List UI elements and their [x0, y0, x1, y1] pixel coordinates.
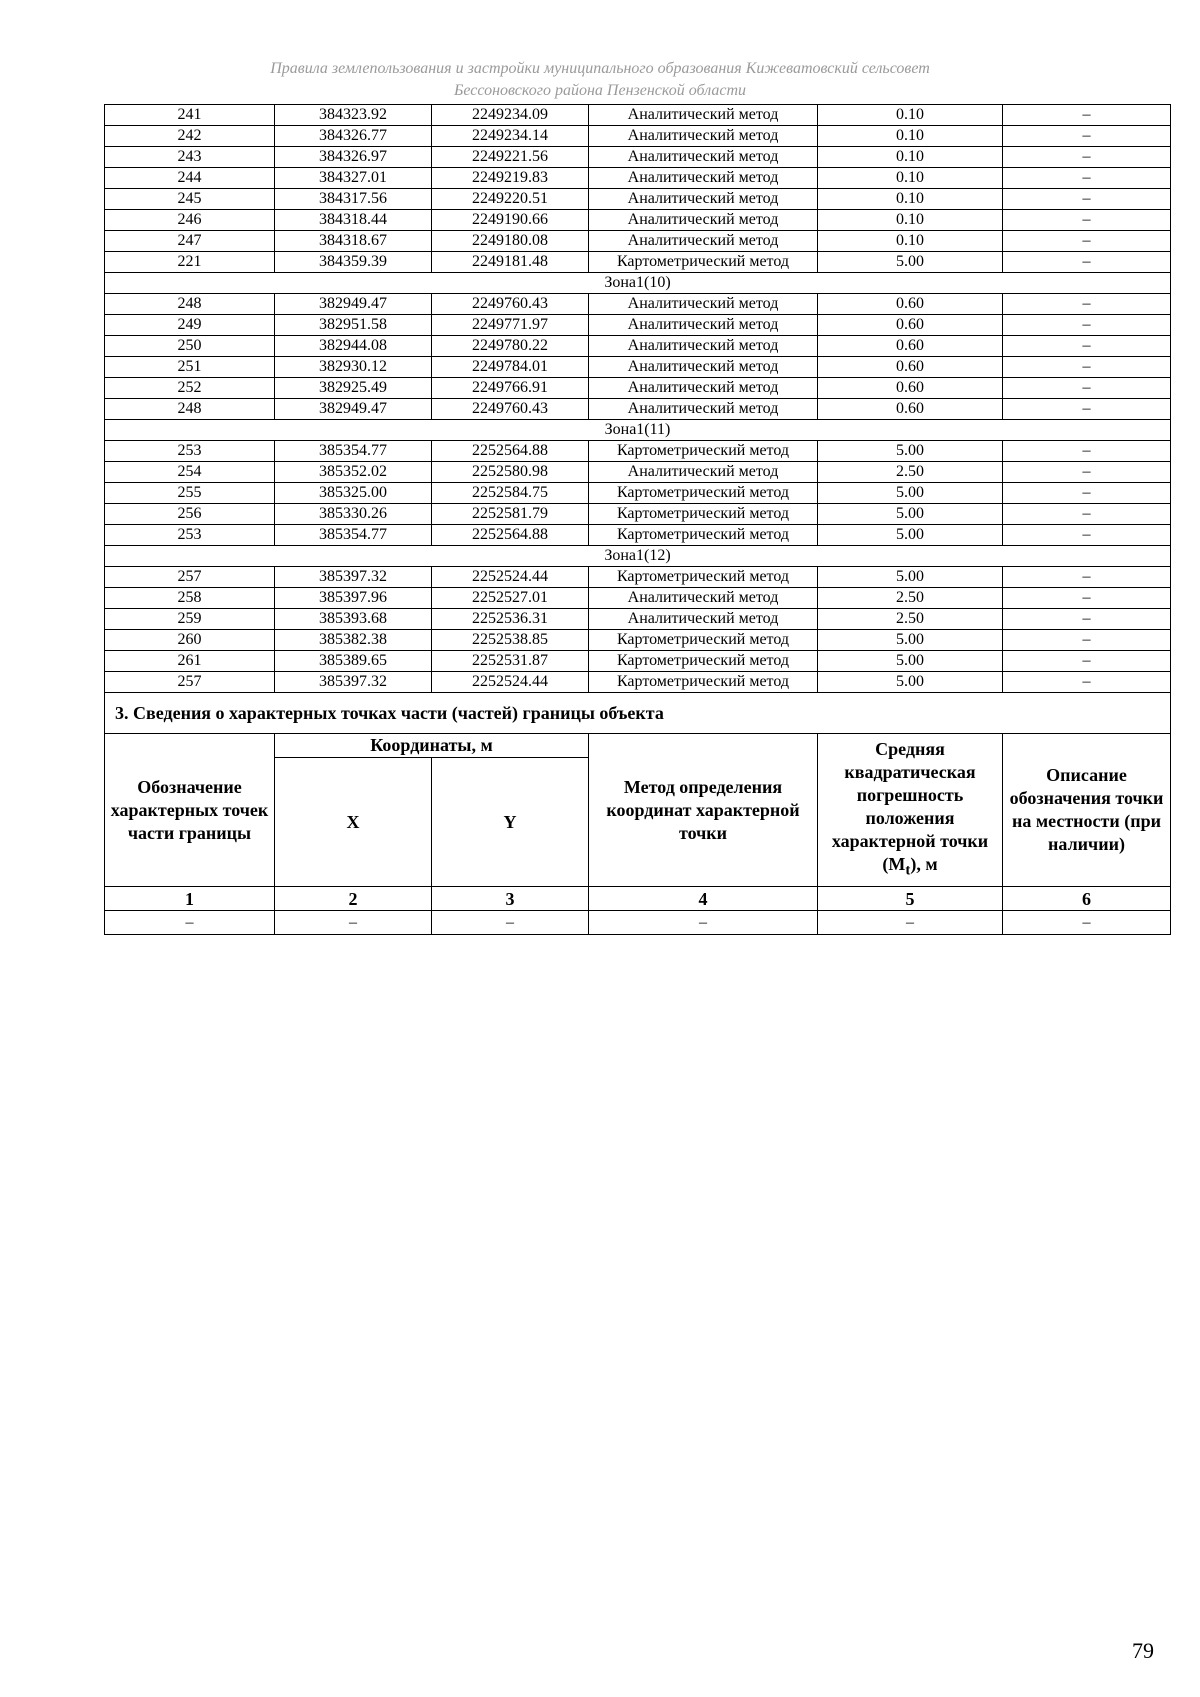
error-cell: 0.60 — [818, 294, 1003, 315]
y-coordinate-cell: 2249180.08 — [432, 231, 589, 252]
zone-label: Зона1(10) — [105, 273, 1171, 294]
table-row — [105, 588, 1171, 609]
error-cell: 0.10 — [818, 147, 1003, 168]
table-row — [105, 504, 1171, 525]
table-row — [105, 294, 1171, 315]
method-cell: Аналитический метод — [589, 399, 818, 420]
y-coordinate-cell: 2249221.56 — [432, 147, 589, 168]
error-cell: 5.00 — [818, 651, 1003, 672]
error-cell: 0.60 — [818, 399, 1003, 420]
error-cell: 5.00 — [818, 672, 1003, 693]
table-row — [105, 441, 1171, 462]
error-cell: 0.10 — [818, 105, 1003, 126]
y-coordinate-cell: 2249780.22 — [432, 336, 589, 357]
error-cell: 5.00 — [818, 483, 1003, 504]
x-coordinate-cell: 384323.92 — [275, 105, 432, 126]
table-row — [105, 231, 1171, 252]
description-cell: – — [1003, 399, 1171, 420]
header-error-text: Средняя квадратическая погрешность положения характерной точки (М — [831, 738, 989, 874]
y-coordinate-cell: 2249234.09 — [432, 105, 589, 126]
method-cell: Аналитический метод — [589, 147, 818, 168]
description-cell: – — [1003, 378, 1171, 399]
description-cell: – — [1003, 168, 1171, 189]
header-y: Y — [432, 758, 589, 887]
y-coordinate-cell: 2252584.75 — [432, 483, 589, 504]
error-cell: 0.10 — [818, 126, 1003, 147]
x-coordinate-cell: 382930.12 — [275, 357, 432, 378]
table-row — [105, 147, 1171, 168]
point-id-cell: 253 — [105, 525, 275, 546]
error-cell: 5.00 — [818, 630, 1003, 651]
description-cell: – — [1003, 294, 1171, 315]
rows-group-c — [105, 441, 1171, 546]
error-cell: 5.00 — [818, 441, 1003, 462]
y-coordinate-cell: 2252527.01 — [432, 588, 589, 609]
method-cell: Картометрический метод — [589, 525, 818, 546]
y-coordinate-cell: 2252536.31 — [432, 609, 589, 630]
column-numbers-row — [105, 887, 1171, 911]
y-coordinate-cell: 2249219.83 — [432, 168, 589, 189]
y-coordinate-cell: 2252538.85 — [432, 630, 589, 651]
header-error-sub: t — [905, 862, 911, 879]
x-coordinate-cell: 384318.67 — [275, 231, 432, 252]
description-cell: – — [1003, 231, 1171, 252]
point-id-cell: 261 — [105, 651, 275, 672]
table-row — [105, 567, 1171, 588]
point-id-cell: 246 — [105, 210, 275, 231]
rows-group-d — [105, 567, 1171, 693]
y-coordinate-cell: 2249760.43 — [432, 294, 589, 315]
column-number: 6 — [1003, 887, 1171, 911]
method-cell: Аналитический метод — [589, 210, 818, 231]
method-cell: Аналитический метод — [589, 357, 818, 378]
point-id-cell: 258 — [105, 588, 275, 609]
y-coordinate-cell: 2252564.88 — [432, 441, 589, 462]
method-cell: Аналитический метод — [589, 609, 818, 630]
description-cell: – — [1003, 651, 1171, 672]
x-coordinate-cell: 385397.96 — [275, 588, 432, 609]
method-cell: Аналитический метод — [589, 294, 818, 315]
header-coordinates: Координаты, м — [275, 734, 589, 758]
y-coordinate-cell: 2252564.88 — [432, 525, 589, 546]
error-cell: 0.10 — [818, 210, 1003, 231]
x-coordinate-cell: 382925.49 — [275, 378, 432, 399]
method-cell: Аналитический метод — [589, 189, 818, 210]
table-row — [105, 378, 1171, 399]
x-coordinate-cell: 382949.47 — [275, 399, 432, 420]
description-cell: – — [1003, 504, 1171, 525]
description-cell: – — [1003, 588, 1171, 609]
table-row — [105, 630, 1171, 651]
method-cell: Аналитический метод — [589, 315, 818, 336]
x-coordinate-cell: 384317.56 — [275, 189, 432, 210]
empty-data-row — [105, 911, 1171, 935]
error-cell: 0.60 — [818, 378, 1003, 399]
method-cell: Картометрический метод — [589, 672, 818, 693]
x-coordinate-cell: 385397.32 — [275, 672, 432, 693]
table-row — [105, 105, 1171, 126]
x-coordinate-cell: 382944.08 — [275, 336, 432, 357]
description-cell: – — [1003, 336, 1171, 357]
x-coordinate-cell: 385382.38 — [275, 630, 432, 651]
empty-cell: – — [432, 911, 589, 935]
point-id-cell: 257 — [105, 672, 275, 693]
table-row — [105, 483, 1171, 504]
point-id-cell: 248 — [105, 399, 275, 420]
error-cell: 5.00 — [818, 567, 1003, 588]
table-row — [105, 210, 1171, 231]
point-id-cell: 247 — [105, 231, 275, 252]
x-coordinate-cell: 384326.97 — [275, 147, 432, 168]
point-id-cell: 260 — [105, 630, 275, 651]
header-error — [818, 734, 1003, 887]
column-number: 2 — [275, 887, 432, 911]
error-cell: 2.50 — [818, 462, 1003, 483]
description-cell: – — [1003, 441, 1171, 462]
rows-group-b — [105, 294, 1171, 420]
y-coordinate-cell: 2249234.14 — [432, 126, 589, 147]
table-row — [105, 189, 1171, 210]
table-row — [105, 609, 1171, 630]
empty-cell: – — [1003, 911, 1171, 935]
point-id-cell: 255 — [105, 483, 275, 504]
table-row — [105, 525, 1171, 546]
description-cell: – — [1003, 609, 1171, 630]
error-cell: 0.60 — [818, 357, 1003, 378]
x-coordinate-cell: 385397.32 — [275, 567, 432, 588]
y-coordinate-cell: 2249190.66 — [432, 210, 589, 231]
point-id-cell: 245 — [105, 189, 275, 210]
table-row — [105, 168, 1171, 189]
description-cell: – — [1003, 147, 1171, 168]
zone-row — [105, 273, 1171, 294]
description-cell: – — [1003, 252, 1171, 273]
column-number: 5 — [818, 887, 1003, 911]
table-row — [105, 336, 1171, 357]
error-cell: 5.00 — [818, 504, 1003, 525]
description-cell: – — [1003, 483, 1171, 504]
description-cell: – — [1003, 105, 1171, 126]
point-id-cell: 250 — [105, 336, 275, 357]
point-id-cell: 242 — [105, 126, 275, 147]
point-id-cell: 254 — [105, 462, 275, 483]
y-coordinate-cell: 2252524.44 — [432, 672, 589, 693]
description-cell: – — [1003, 315, 1171, 336]
error-cell: 0.60 — [818, 315, 1003, 336]
header-method: Метод определения координат характерной точки — [589, 734, 818, 887]
method-cell: Аналитический метод — [589, 378, 818, 399]
x-coordinate-cell: 382951.58 — [275, 315, 432, 336]
point-id-cell: 256 — [105, 504, 275, 525]
zone-label: Зона1(11) — [105, 420, 1171, 441]
method-cell: Аналитический метод — [589, 462, 818, 483]
zone-row — [105, 546, 1171, 567]
point-id-cell: 221 — [105, 252, 275, 273]
y-coordinate-cell: 2252531.87 — [432, 651, 589, 672]
x-coordinate-cell: 384327.01 — [275, 168, 432, 189]
description-cell: – — [1003, 672, 1171, 693]
description-cell: – — [1003, 357, 1171, 378]
error-cell: 0.10 — [818, 168, 1003, 189]
page-number: 79 — [1132, 1638, 1154, 1663]
method-cell: Аналитический метод — [589, 588, 818, 609]
section-title: 3. Сведения о характерных точках части (частей) границы объекта — [105, 693, 1171, 734]
x-coordinate-cell: 385330.26 — [275, 504, 432, 525]
point-id-cell: 253 — [105, 441, 275, 462]
method-cell: Аналитический метод — [589, 168, 818, 189]
y-coordinate-cell: 2249760.43 — [432, 399, 589, 420]
method-cell: Картометрический метод — [589, 252, 818, 273]
coordinates-table — [104, 104, 1171, 935]
description-cell: – — [1003, 525, 1171, 546]
method-cell: Картометрический метод — [589, 483, 818, 504]
y-coordinate-cell: 2249771.97 — [432, 315, 589, 336]
x-coordinate-cell: 385354.77 — [275, 525, 432, 546]
point-id-cell: 259 — [105, 609, 275, 630]
header-line-2: Бессоновского района Пензенской области — [453, 82, 747, 99]
table-row — [105, 126, 1171, 147]
method-cell: Аналитический метод — [589, 126, 818, 147]
error-cell: 5.00 — [818, 525, 1003, 546]
error-cell: 2.50 — [818, 609, 1003, 630]
x-coordinate-cell: 384359.39 — [275, 252, 432, 273]
error-cell: 2.50 — [818, 588, 1003, 609]
description-cell: – — [1003, 210, 1171, 231]
x-coordinate-cell: 385352.02 — [275, 462, 432, 483]
document-header — [0, 58, 1200, 102]
x-coordinate-cell: 385389.65 — [275, 651, 432, 672]
header-row-1 — [105, 734, 1171, 758]
method-cell: Картометрический метод — [589, 630, 818, 651]
zone-label: Зона1(12) — [105, 546, 1171, 567]
point-id-cell: 243 — [105, 147, 275, 168]
point-id-cell: 257 — [105, 567, 275, 588]
method-cell: Картометрический метод — [589, 504, 818, 525]
x-coordinate-cell: 385354.77 — [275, 441, 432, 462]
y-coordinate-cell: 2249220.51 — [432, 189, 589, 210]
section-title-row — [105, 693, 1171, 734]
error-cell: 0.10 — [818, 189, 1003, 210]
error-cell: 0.60 — [818, 336, 1003, 357]
y-coordinate-cell: 2252581.79 — [432, 504, 589, 525]
y-coordinate-cell: 2252524.44 — [432, 567, 589, 588]
point-id-cell: 252 — [105, 378, 275, 399]
method-cell: Аналитический метод — [589, 231, 818, 252]
x-coordinate-cell: 384318.44 — [275, 210, 432, 231]
method-cell: Аналитический метод — [589, 336, 818, 357]
column-number: 4 — [589, 887, 818, 911]
zone-row — [105, 420, 1171, 441]
error-cell: 0.10 — [818, 231, 1003, 252]
rows-group-a — [105, 105, 1171, 273]
point-id-cell: 251 — [105, 357, 275, 378]
point-id-cell: 248 — [105, 294, 275, 315]
y-coordinate-cell: 2249784.01 — [432, 357, 589, 378]
header-x: X — [275, 758, 432, 887]
empty-cell: – — [105, 911, 275, 935]
table-row — [105, 399, 1171, 420]
point-id-cell: 249 — [105, 315, 275, 336]
empty-cell: – — [818, 911, 1003, 935]
header-designation: Обозначение характерных точек части границы — [105, 734, 275, 887]
y-coordinate-cell: 2249766.91 — [432, 378, 589, 399]
header-description: Описание обозначения точки на местности (при наличии) — [1003, 734, 1171, 887]
description-cell: – — [1003, 630, 1171, 651]
description-cell: – — [1003, 462, 1171, 483]
table-row — [105, 252, 1171, 273]
table-row — [105, 357, 1171, 378]
method-cell: Картометрический метод — [589, 567, 818, 588]
error-cell: 5.00 — [818, 252, 1003, 273]
description-cell: – — [1003, 567, 1171, 588]
empty-cell: – — [275, 911, 432, 935]
method-cell: Картометрический метод — [589, 441, 818, 462]
table-row — [105, 462, 1171, 483]
table-row — [105, 315, 1171, 336]
description-cell: – — [1003, 126, 1171, 147]
description-cell: – — [1003, 189, 1171, 210]
y-coordinate-cell: 2252580.98 — [432, 462, 589, 483]
column-number: 3 — [432, 887, 589, 911]
point-id-cell: 244 — [105, 168, 275, 189]
x-coordinate-cell: 382949.47 — [275, 294, 432, 315]
x-coordinate-cell: 385325.00 — [275, 483, 432, 504]
method-cell: Картометрический метод — [589, 651, 818, 672]
header-error-unit: ), м — [910, 853, 938, 874]
column-number: 1 — [105, 887, 275, 911]
x-coordinate-cell: 385393.68 — [275, 609, 432, 630]
header-line-1: Правила землепользования и застройки муниципального образования Кижеватовский сельсовет — [270, 60, 930, 77]
y-coordinate-cell: 2249181.48 — [432, 252, 589, 273]
table-row — [105, 651, 1171, 672]
table-row — [105, 672, 1171, 693]
method-cell: Аналитический метод — [589, 105, 818, 126]
x-coordinate-cell: 384326.77 — [275, 126, 432, 147]
point-id-cell: 241 — [105, 105, 275, 126]
empty-cell: – — [589, 911, 818, 935]
